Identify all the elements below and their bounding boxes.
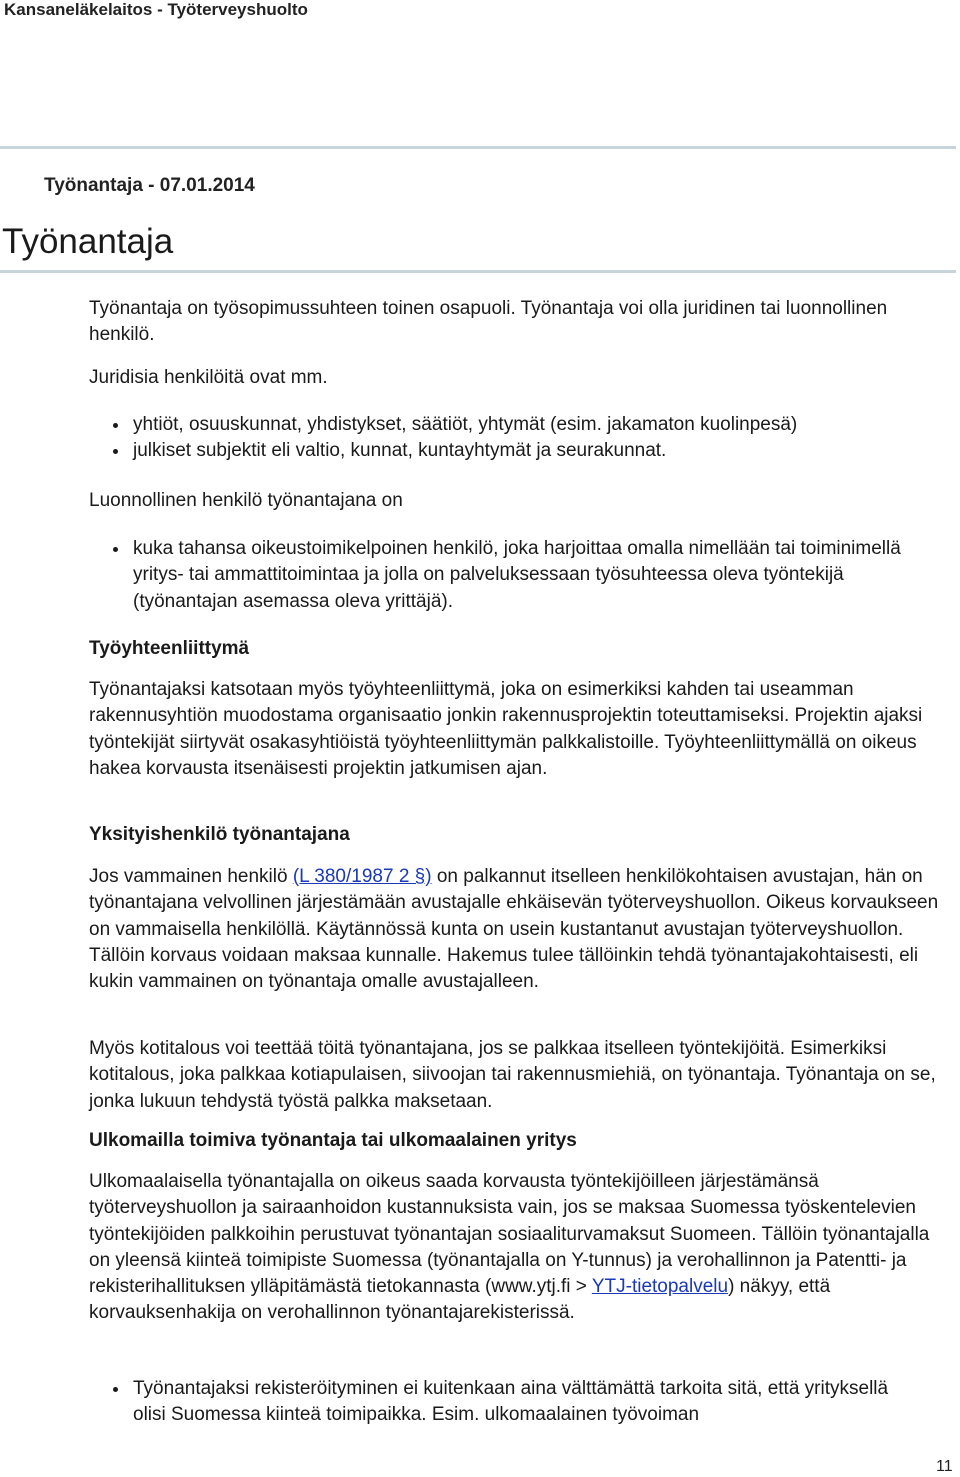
text-fragment: Jos vammainen henkilö (89, 866, 293, 887)
page-title: Työnantaja (2, 222, 174, 261)
foreign-employer-paragraph (89, 1169, 954, 1327)
page-number: 11 (936, 1458, 953, 1475)
section-heading-private-employer: Yksityishenkilö työnantajana (89, 824, 350, 845)
law-reference-link[interactable]: (L 380/1987 2 §) (292, 866, 432, 887)
list-item: Työnantajaksi rekisteröityminen ei kuitenkaan aina välttämättä tarkoita sitä, että yrityksellä olisi Suomessa kiinteä toimipaikka. Esim. ulkomaalainen työvoiman (89, 1376, 919, 1429)
foreign-employer-list (89, 1376, 919, 1429)
ytj-service-link[interactable]: YTJ-tietopalvelu (591, 1276, 729, 1298)
site-title: Kansaneläkelaitos - Työterveyshuolto (4, 0, 308, 19)
household-employer-paragraph: Myös kotitalous voi teettää töitä työnantajana, jos se palkkaa itselleen työntekijöitä. Esimerkiksi kotitalous, joka palkkaa kotiapulaisen, siivoojan tai rakennusmiehiä, on työnantaja. Työnantaja on se, jonka lukuun tehdystä työstä palkka maksetaan. (89, 1038, 936, 1112)
natural-person-list (89, 536, 919, 615)
text-fragment: on palkannut itselleen henkilökohtaisen avustajan, hän on työnantajana velvollinen järjestämään avustajalle ehkäisevän työterveyshuollon. Oikeus korvaukseen on vammaisella henkilöllä. Käytännössä kunta on usein kustantanut avustajan työterveyshuollon. Tällöin korvaus voidaan maksaa kunnalle. Hakemus tulee tällöinkin tehdä työnantajakohtaisesti, eli kukin vammainen on työnantaja omalle avustajalleen. (89, 866, 939, 993)
section-heading-foreign-employer: Ulkomailla toimiva työnantaja tai ulkomaalainen yritys (89, 1130, 577, 1151)
joint-venture-paragraph: Työnantajaksi katsotaan myös työyhteenliittymä, joka on esimerkiksi kahden tai useamman rakennusyhtiön muodostama organisaatio jonkin rakennusprojektin toteuttamiseksi. Projektin ajaksi työntekijät siirtyvät osakasyhtiöistä työyhteenliittymän palkkalistoille. Työyhteenliittymällä on oikeus hakea korvausta itsenäisesti projektin jatkumisen ajan. (89, 679, 923, 779)
juridical-list (89, 412, 919, 465)
private-employer-paragraph (89, 864, 954, 995)
natural-person-intro: Luonnollinen henkilö työnantajana on (89, 490, 403, 511)
list-item: yhtiöt, osuuskunnat, yhdistykset, säätiöt, yhtymät (esim. jakamaton kuolinpesä) (89, 412, 919, 438)
intro-paragraph: Työnantaja on työsopimussuhteen toinen osapuoli. Työnantaja voi olla juridinen tai luonnollinen henkilö. (89, 298, 888, 346)
title-divider (0, 270, 956, 273)
header-divider (0, 146, 956, 149)
text-fragment: ) näkyy, että korvauksenhakija on verohallinnon työnantajarekisterissä. (89, 1276, 831, 1324)
list-item: julkiset subjektit eli valtio, kunnat, kuntayhtymät ja seurakunnat. (89, 438, 919, 464)
list-item: kuka tahansa oikeustoimikelpoinen henkilö, joka harjoittaa omalla nimellään tai toiminimellä yritys- tai ammattitoimintaa ja jolla on palveluksessaan työsuhteessa oleva työntekijä (työnantajan asemassa oleva yrittäjä). (89, 536, 919, 615)
document-date-line: Työnantaja - 07.01.2014 (44, 175, 255, 196)
juridical-intro: Juridisia henkilöitä ovat mm. (89, 367, 328, 388)
section-heading-joint-venture: Työyhteenliittymä (89, 638, 250, 659)
text-fragment: Ulkomaalaisella työnantajalla on oikeus saada korvausta työntekijöilleen järjestämänsä työterveyshuollon ja sairaanhoidon kustannuksista vain, jos se maksaa Suomessa työskentelevien työntekijöiden palkkoihin perustuvat työnantajan sosiaaliturvamaksut Suomeen. Tällöin työnantajalla on yleensä kiinteä toimipiste Suomessa (työnantajalla on Y-tunnus) ja verohallinnon ja Patentti- ja rekisterihallituksen ylläpitämästä tietokannasta (www.ytj.fi > (89, 1171, 930, 1298)
